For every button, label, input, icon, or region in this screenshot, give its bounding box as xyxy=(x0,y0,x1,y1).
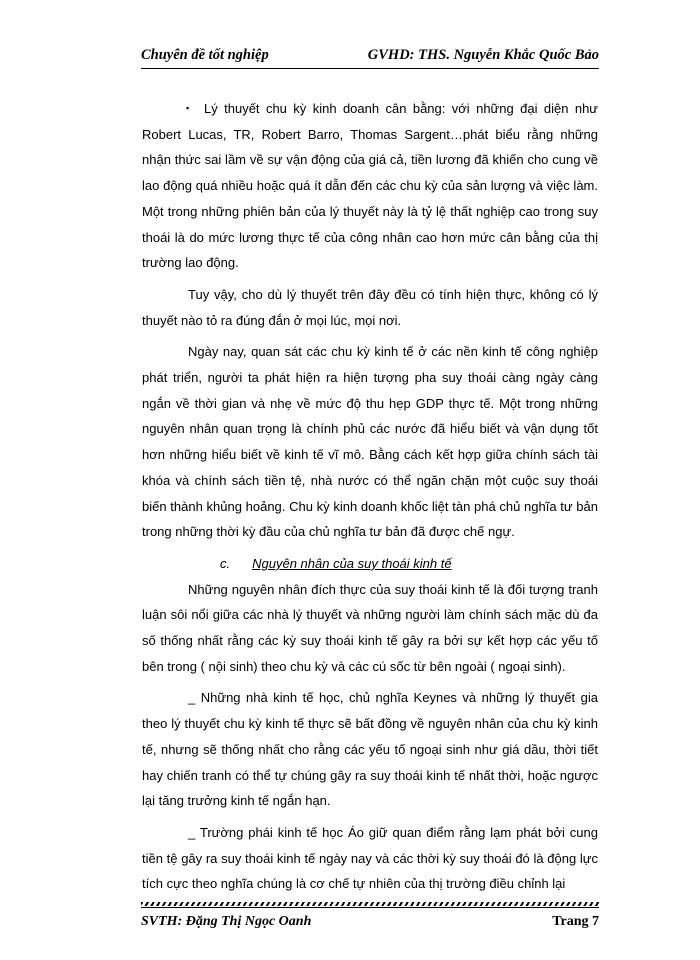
paragraph: Những nguyên nhân đích thực của suy thoái kinh tế là đối tượng tranh luận sôi nổi giữa các nhà lý thuyết và những người làm chính sách mặc dù đa số thống nhất rằng các kỳ suy thoái kinh tế gây ra bởi sự kết hợp các yếu tố bên trong ( nội sinh) theo chu kỳ và các cú sốc từ bên ngoài ( ngoại sinh). xyxy=(142,581,598,674)
header-divider xyxy=(141,68,599,69)
footer-decorative-rule xyxy=(141,902,599,906)
paragraph: _ Trường phái kinh tế học Áo giữ quan điểm rằng lạm phát bởi cung tiền tệ gây ra suy thoái kinh tế ngày nay và các thời kỳ suy thoái đó là động lực tích cực theo nghĩa chúng là cơ chế tự nhiên của thị trường điều chỉnh lại xyxy=(142,824,598,892)
section-heading xyxy=(142,551,598,577)
document-body xyxy=(142,96,598,903)
paragraph: _ Những nhà kinh tế học, chủ nghĩa Keynes và những lý thuyết gia theo lý thuyết chu kỳ kinh tế thực sẽ bất đồng về nguyên nhân của chu kỳ kinh tế, nhưng sẽ thống nhất cho rằng các yếu tố ngoại sinh như giá dầu, thời tiết hay chiến tranh có thể tự chúng gây ra suy thoái kinh tế nhất thời, hoặc ngược lại tăng trưởng kinh tế ngắn hạn. xyxy=(142,690,598,809)
paragraph-text: Lý thuyết chu kỳ kinh doanh cân bằng: với những đại diện như Robert Lucas, TR, Robert Barro, Thomas Sargent…phát biểu rằng những nhận thức sai lầm về sự vận động của giá cả, tiền lương đã khiến cho cung về lao động quá nhiều hoặc quá ít dẫn đến các chu kỳ của sản lượng và việc làm. Một trong những phiên bản của lý thuyết này là tỷ lệ thất nghiệp cao trong suy thoái là do mức lương thực tế của công nhân cao hơn mức cân bằng của thị trường lao động. xyxy=(142,101,598,271)
paragraph: Ngày nay, quan sát các chu kỳ kinh tế ở các nền kinh tế công nghiệp phát triển, người ta phát hiện ra hiện tượng pha suy thoái càng ngày càng ngắn về thời gian và nhẹ về mức độ thu hẹp GDP thực tế. Một trong những nguyên nhân quan trọng là chính phủ các nước đã hiểu biết và vận dụng tốt hơn những hiểu biết về kinh tế vĩ mô. Bằng cách kết hợp giữa chính sách tài khóa và chính sách tiền tệ, nhà nước có thể ngăn chặn một cuộc suy thoái biến thành khủng hoảng. Chu kỳ kinh doanh khốc liệt tàn phá chủ nghĩa tư bản trong những thời kỳ đầu của chủ nghĩa tư bản đã được chế ngự. xyxy=(142,344,598,540)
footer-divider xyxy=(141,907,599,908)
page-number: Trang 7 xyxy=(552,914,599,929)
bullet-icon: ▪ xyxy=(186,103,190,113)
section-letter: c. xyxy=(220,555,231,571)
page-header xyxy=(141,47,599,67)
section-title: Nguyên nhân của suy thoái kinh tế xyxy=(252,555,452,571)
header-thesis-title: Chuyên đề tốt nghiệp xyxy=(141,47,269,63)
bullet-paragraph xyxy=(142,96,598,276)
footer-student: SVTH: Đặng Thị Ngọc Oanh xyxy=(141,914,312,929)
paragraph: Tuy vậy, cho dù lý thuyết trên đây đều có tính hiện thực, không có lý thuyết nào tỏ ra đúng đắn ở mọi lúc, mọi nơi. xyxy=(142,286,598,328)
page-footer xyxy=(141,914,599,934)
header-advisor: GVHD: THS. Nguyễn Khắc Quốc Bảo xyxy=(367,47,599,63)
